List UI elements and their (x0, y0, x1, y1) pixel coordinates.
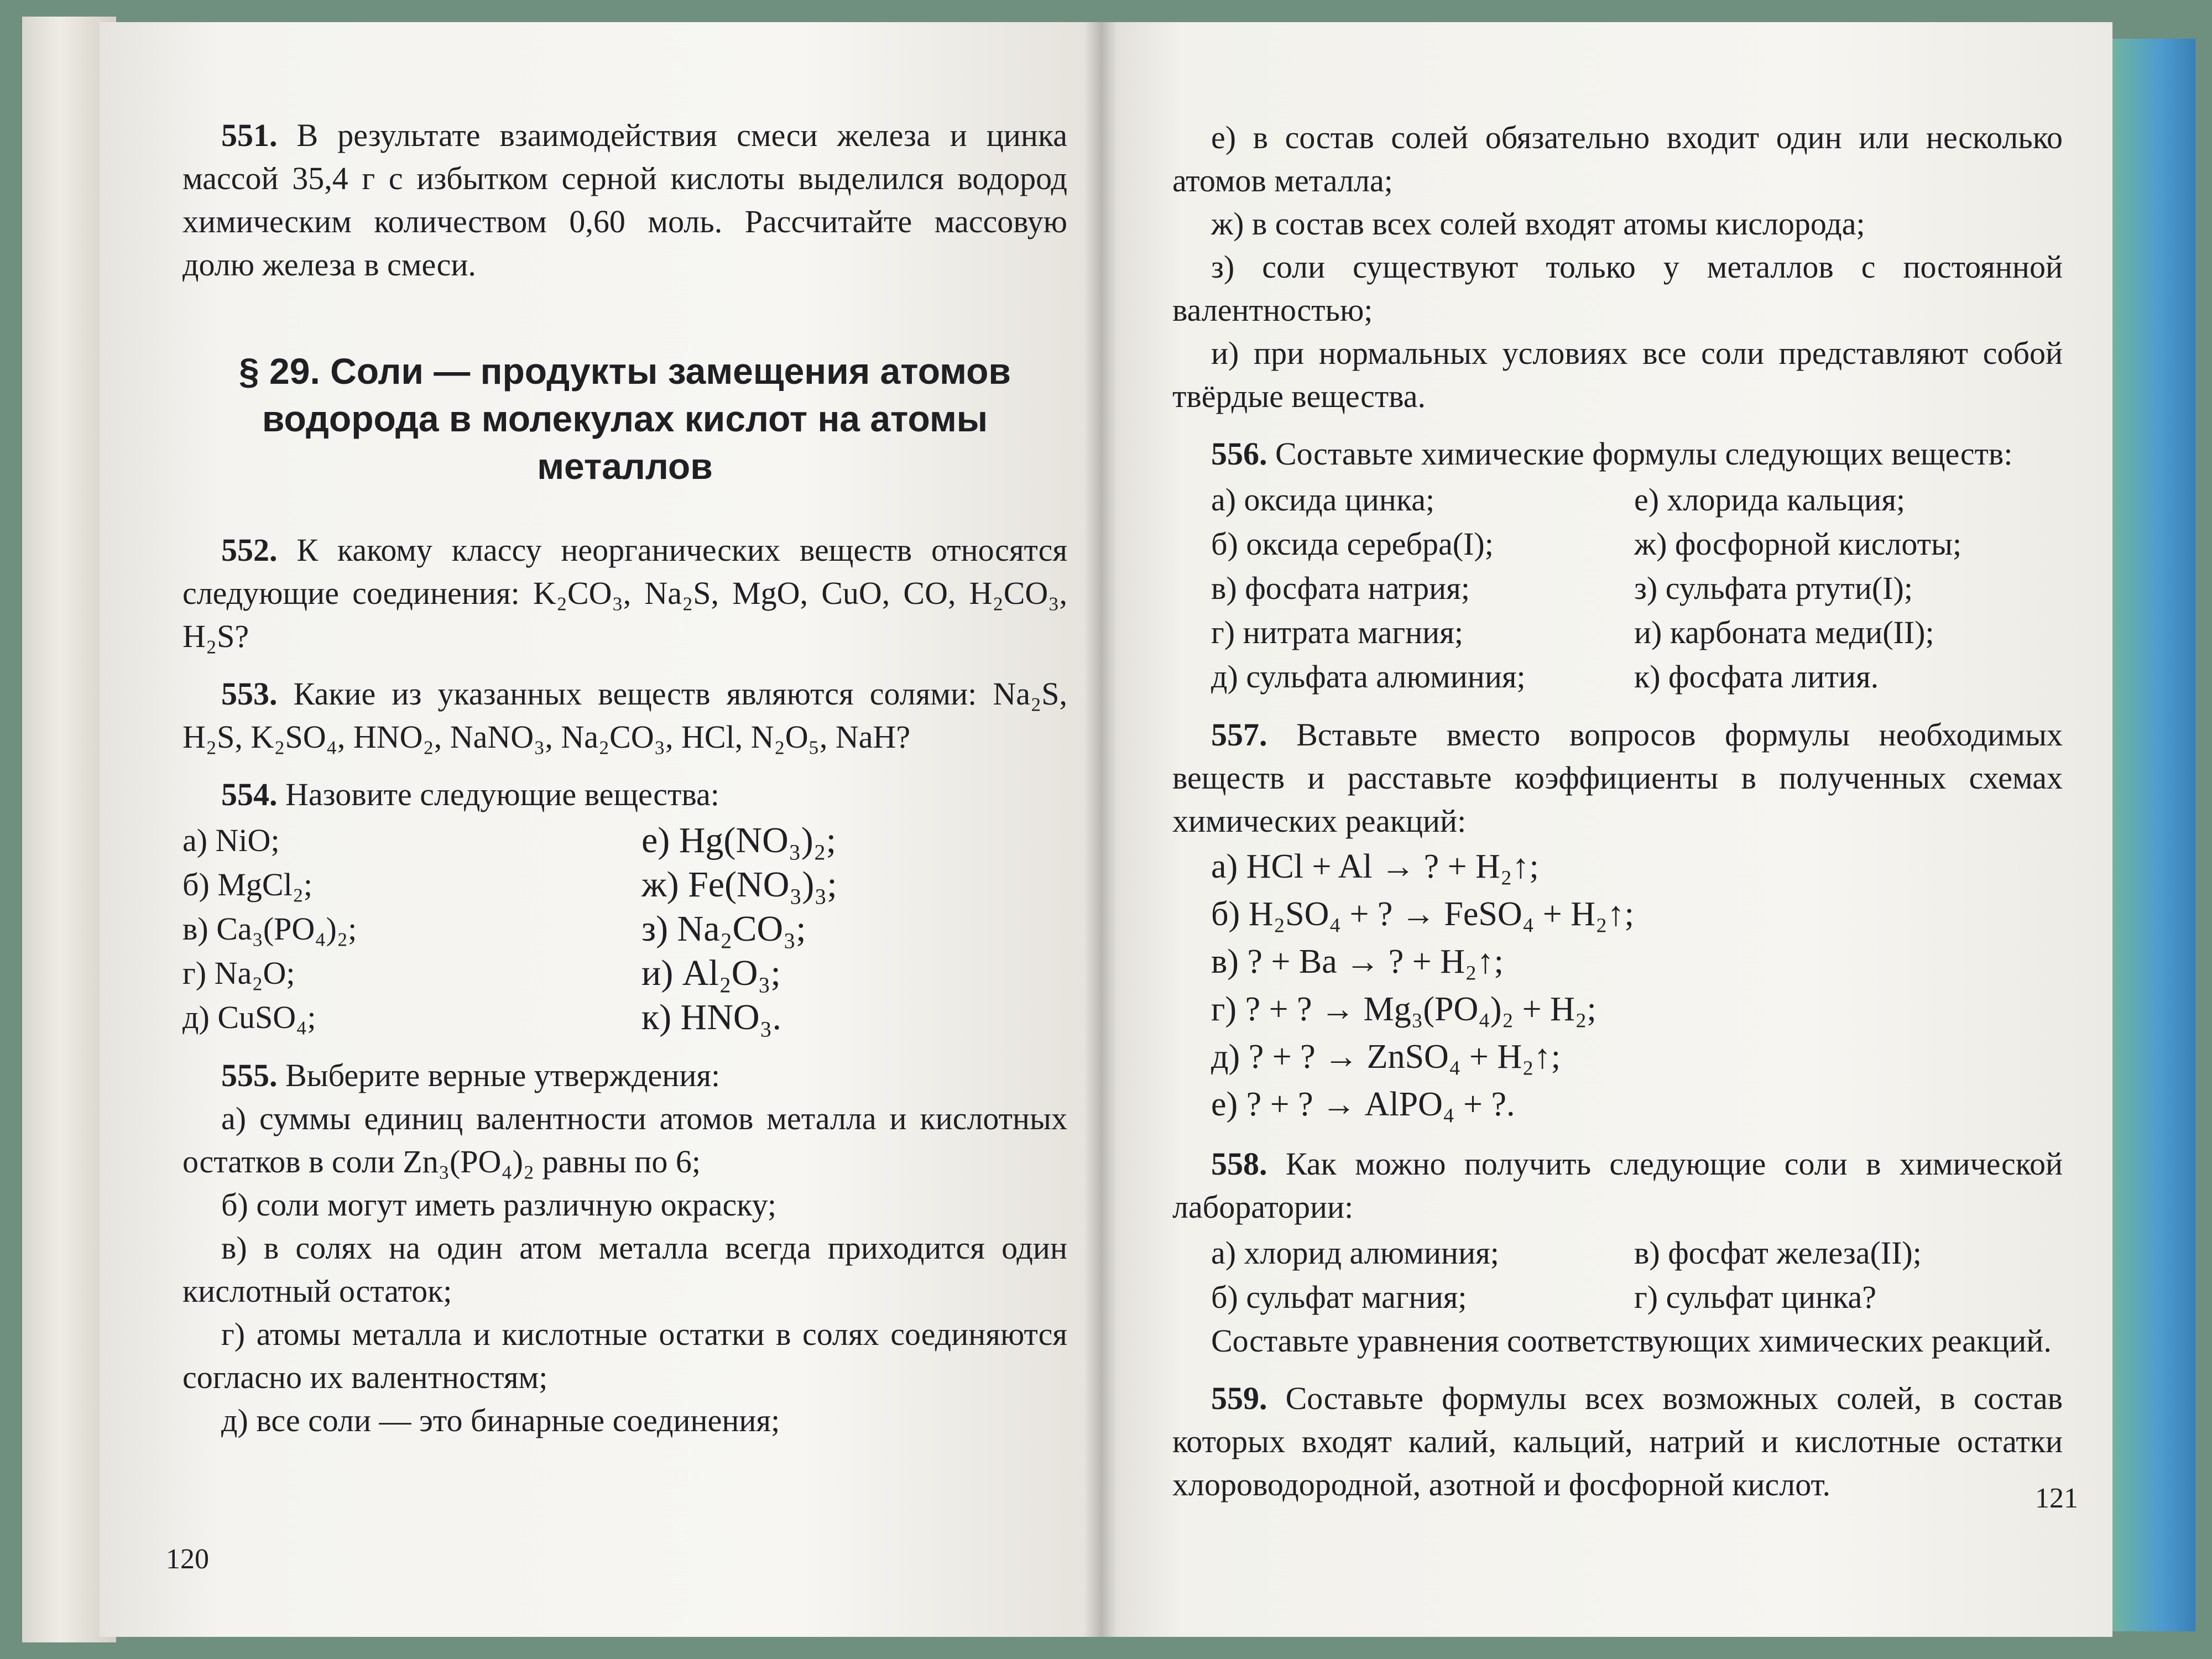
list-item: б) оксида серебра(I); (1211, 526, 1494, 562)
problem-559 (1172, 1377, 2063, 1506)
problem-554-options (182, 818, 1067, 1040)
equation: б) H₂SO₄ + ? → FeSO₄ + H₂↑; (1211, 895, 1634, 933)
problem-551-text: В результате взаимодействия смеси железа и цинка массой 35,4 г с избытком серной кислоты выделился водород химическим количеством 0,60 моль. Рассчитайте массовую долю железа в смеси. (182, 117, 1067, 283)
problem-558-options (1172, 1231, 2063, 1319)
problem-553 (182, 672, 1067, 759)
problem-555-number: 555. (221, 1057, 278, 1093)
list-item: и) Al₂O₃; (641, 953, 781, 993)
problem-553-text: Какие из указанных веществ являются солями: Na₂S, H₂S, K₂SO₄, HNO₂, NaNO₃, Na₂CO₃, HCl, N₂O₅, NaH? (182, 676, 1067, 755)
problem-558-footer: Составьте уравнения соответствующих химических реакций. (1211, 1323, 2052, 1359)
list-item: к) фосфата лития. (1634, 659, 1879, 695)
problem-551-number: 551. (221, 117, 278, 153)
equation: е) ? + ? → AlPO₄ + ?. (1211, 1086, 1515, 1123)
list-item: д) все соли — это бинарные соединения; (221, 1402, 780, 1438)
list-item: в) в солях на один атом металла всегда приходится один кислотный остаток; (182, 1230, 1067, 1309)
problem-554-col1 (182, 818, 608, 1040)
problem-558-title: Как можно получить следующие соли в химической лаборатории: (1172, 1146, 2063, 1225)
problem-552-number: 552. (221, 532, 278, 568)
list-item: а) суммы единиц валентности атомов металла и кислотных остатков в соли Zn₃(PO₄)₂ равны по 6; (182, 1100, 1067, 1180)
problem-553-number: 553. (221, 676, 278, 712)
list-item: в) фосфат железа(II); (1634, 1235, 1922, 1271)
list-item: а) хлорид алюминия; (1211, 1235, 1499, 1271)
list-item: а) оксида цинка; (1211, 482, 1435, 518)
left-page (100, 22, 1100, 1637)
problem-558-col1 (1172, 1231, 1601, 1319)
equation: д) ? + ? → ZnSO₄ + H₂↑; (1211, 1038, 1561, 1076)
list-item: г) сульфат цинка? (1634, 1279, 1877, 1315)
problem-557 (1172, 713, 2063, 843)
list-item: а) NiO; (182, 822, 280, 858)
problem-556-number: 556. (1211, 436, 1267, 472)
list-item: г) Na₂O; (182, 955, 295, 991)
list-item: ж) Fe(NO₃)₃; (641, 864, 837, 905)
book-cover-edge-right (2112, 39, 2195, 1631)
problem-556-options (1172, 478, 2063, 699)
list-item: ж) фосфорной кислоты; (1634, 526, 1962, 562)
problem-557-number: 557. (1211, 717, 1267, 753)
problem-558 (1172, 1142, 2063, 1229)
problem-554 (182, 773, 1067, 816)
problem-556-col1 (1172, 478, 1601, 699)
list-item: з) Na₂CO₃; (641, 909, 806, 949)
right-page (1100, 22, 2112, 1637)
list-item: з) сульфата ртути(I); (1634, 570, 1913, 606)
page-number-left: 120 (166, 1543, 209, 1575)
list-item: г) атомы металла и кислотные остатки в солях соединяются согласно их валентностям; (182, 1316, 1067, 1395)
list-item: б) сульфат магния; (1211, 1279, 1467, 1315)
list-item: б) MgCl₂; (182, 867, 313, 902)
list-item: е) хлорида кальция; (1634, 482, 1906, 518)
equation: г) ? + ? → Mg₃(PO₄)₂ + H₂; (1211, 990, 1597, 1028)
problem-552 (182, 529, 1067, 658)
problem-558-col2 (1601, 1231, 2063, 1319)
problem-559-number: 559. (1211, 1380, 1267, 1416)
page-number-right: 121 (2035, 1483, 2078, 1514)
list-item: в) фосфата натрия; (1211, 570, 1470, 606)
list-item: д) CuSO₄; (182, 999, 316, 1035)
list-item: з) соли существуют только у металлов с постоянной валентностью; (1172, 249, 2063, 328)
problem-558-number: 558. (1211, 1146, 1267, 1182)
list-item: г) нитрата магния; (1211, 614, 1463, 650)
problem-552-text: К какому классу неорганических веществ относятся следующие соединения: K₂CO₃, Na₂S, MgO, CuO, CO, H₂CO₃, H₂S? (182, 532, 1068, 654)
problem-551 (182, 114, 1067, 286)
list-item: е) в состав солей обязательно входит один или несколько атомов металла; (1172, 119, 2063, 199)
problem-556 (1172, 432, 2063, 476)
equation: в) ? + Ba → ? + H₂↑; (1211, 943, 1504, 980)
problem-554-col2 (608, 818, 1067, 1040)
problem-555 (182, 1054, 1067, 1097)
book-spine-shadow (1084, 22, 1117, 1637)
problem-556-col2 (1601, 478, 2063, 699)
list-item: б) соли могут иметь различную окраску; (221, 1187, 776, 1223)
list-item: ж) в состав всех солей входят атомы кислорода; (1211, 206, 1865, 242)
list-item: д) сульфата алюминия; (1211, 659, 1526, 695)
equation: а) HCl + Al → ? + H₂↑; (1211, 848, 1539, 885)
list-item: и) карбоната меди(II); (1634, 614, 1934, 650)
problem-554-title: Назовите следующие вещества: (285, 776, 719, 812)
list-item: е) Hg(NO₃)₂; (641, 820, 837, 860)
list-item: к) HNO₃. (641, 997, 782, 1037)
list-item: в) Ca₃(PO₄)₂; (182, 911, 357, 947)
problem-559-text: Составьте формулы всех возможных солей, в состав которых входят калий, кальций, натрий и кислотные остатки хлороводородной, азотной и фосфорной кислот. (1172, 1380, 2063, 1503)
section-heading: § 29. Соли — продукты замещения атомов водорода в молекулах кислот на атомы металлов (238, 351, 1011, 487)
problem-557-title: Вставьте вместо вопросов формулы необходимых веществ и расставьте коэффициенты в полученных схемах химических реакций: (1172, 717, 2063, 839)
problem-554-number: 554. (221, 776, 278, 812)
list-item: и) при нормальных условиях все соли представляют собой твёрдые вещества. (1172, 335, 2063, 414)
problem-556-title: Составьте химические формулы следующих веществ: (1275, 436, 2013, 472)
problem-555-title: Выберите верные утверждения: (285, 1057, 721, 1093)
